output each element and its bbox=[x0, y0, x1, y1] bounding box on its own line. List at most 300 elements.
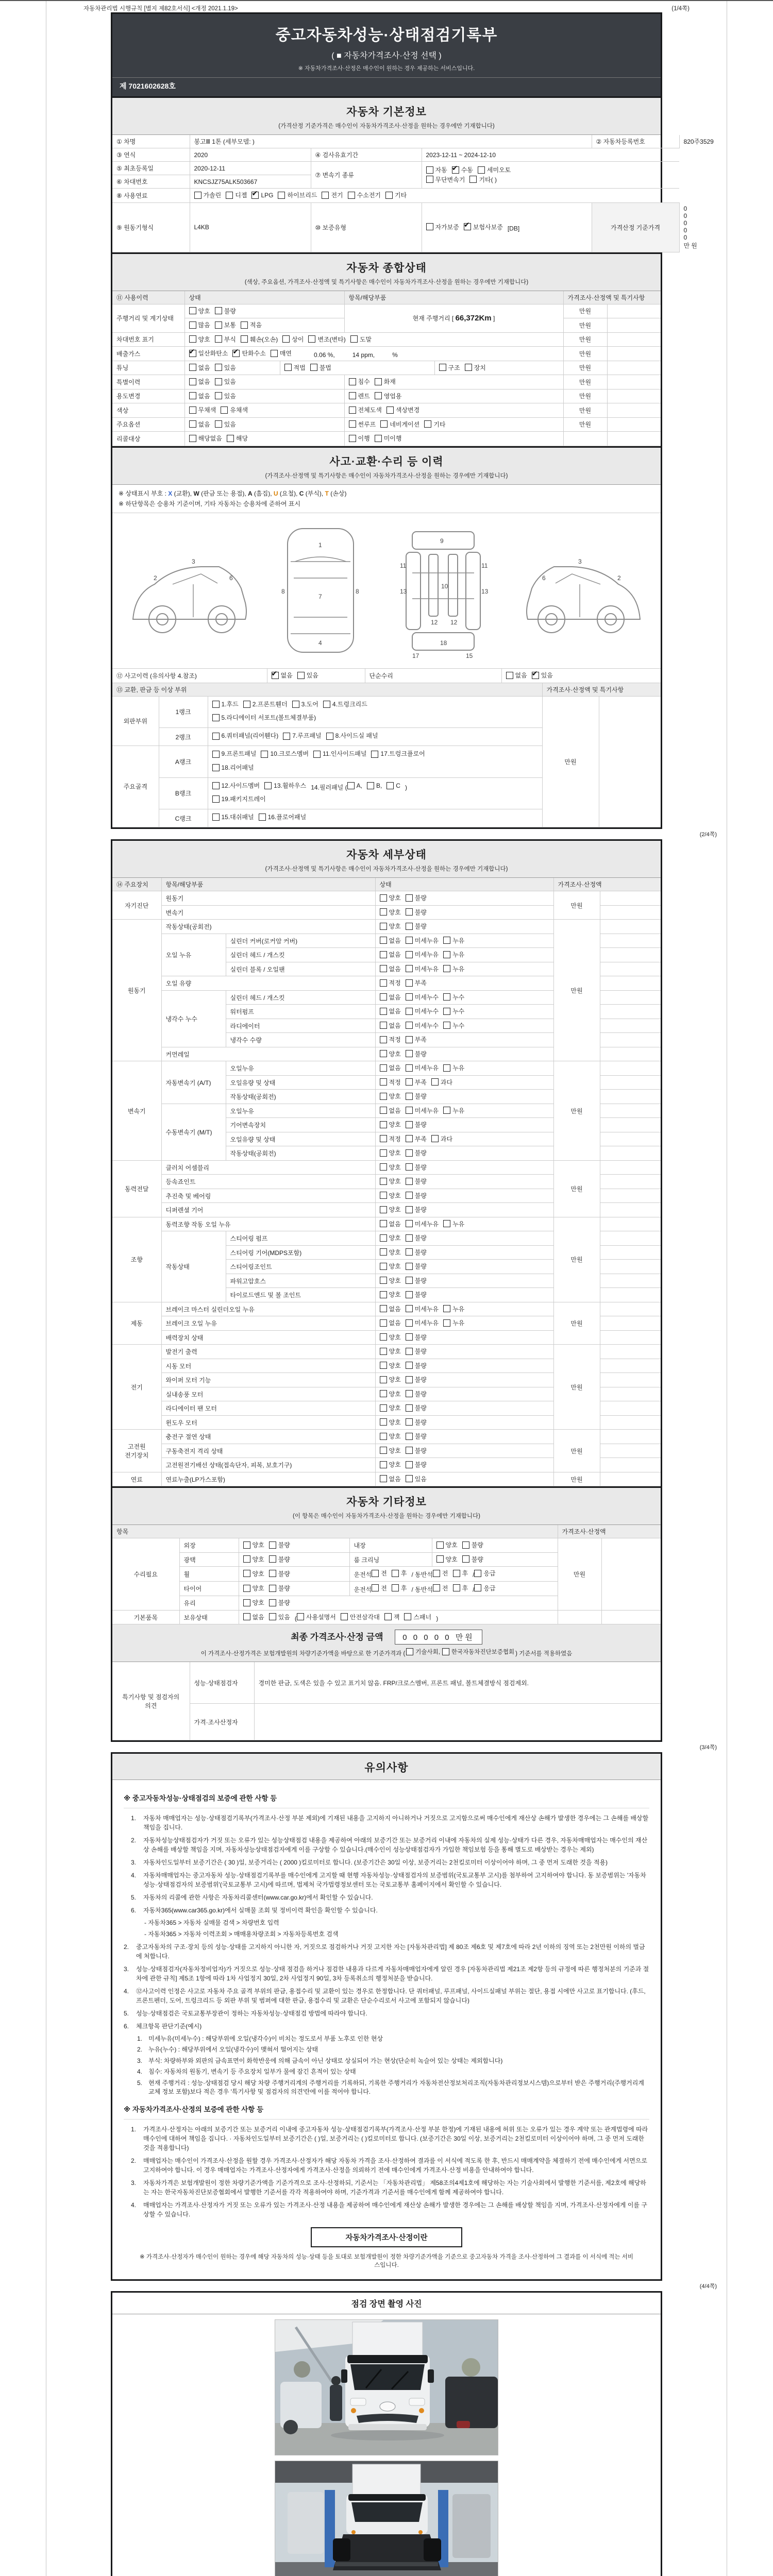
checkbox-unchecked bbox=[284, 363, 306, 372]
checkbox-label: 훼손(오손) bbox=[249, 335, 278, 343]
checkbox-icon bbox=[406, 1305, 413, 1312]
checkbox-checked bbox=[452, 165, 473, 174]
price-cell: 만원 bbox=[553, 891, 600, 920]
final-price-strip bbox=[112, 1624, 661, 1662]
remark-cell bbox=[600, 1387, 661, 1401]
checkbox-unchecked bbox=[426, 175, 465, 184]
glass-options bbox=[239, 1596, 558, 1611]
checkbox-label: 도말 bbox=[359, 335, 372, 343]
state-options bbox=[375, 1472, 553, 1486]
checkbox-unchecked bbox=[424, 420, 445, 429]
remark-cell bbox=[600, 1330, 661, 1345]
checkbox-icon bbox=[375, 378, 382, 385]
notice-item bbox=[131, 2125, 649, 2153]
checkbox-label: 미세누수 bbox=[414, 993, 439, 1001]
svg-text:10: 10 bbox=[441, 583, 448, 590]
checkbox-label: 미이행 bbox=[383, 435, 402, 442]
checkbox-unchecked bbox=[215, 420, 236, 429]
checkbox-label: 13.휠하우스 bbox=[274, 782, 307, 789]
checkbox-icon bbox=[243, 1555, 250, 1563]
checkbox-icon bbox=[278, 192, 285, 199]
checkbox-label: 3.도어 bbox=[301, 700, 318, 708]
checkbox-unchecked bbox=[189, 420, 210, 429]
checkbox-icon bbox=[443, 1022, 450, 1029]
device-name: 원동기 bbox=[112, 920, 161, 1061]
checkbox-unchecked bbox=[392, 1569, 407, 1578]
vin-mark-label: 차대번호 표기 bbox=[112, 332, 184, 347]
checkbox-label: 누유 bbox=[452, 1305, 465, 1313]
inspection-valid-label: ④ 검사유효기간 bbox=[311, 148, 422, 162]
note-segment: C bbox=[299, 489, 304, 497]
base-standard-note: ※ 하단항목은 승용차 기준이며, 기타 자동차는 승용차에 준하여 표시 bbox=[119, 500, 301, 507]
checkbox-icon bbox=[380, 1376, 387, 1383]
checkbox-unchecked bbox=[212, 730, 279, 742]
usage-change-options bbox=[184, 389, 344, 403]
checkbox-unchecked bbox=[380, 1148, 401, 1157]
checkbox-unchecked bbox=[406, 1233, 427, 1242]
checkbox-icon bbox=[380, 1178, 387, 1185]
rank-label: A랭크 bbox=[159, 746, 208, 777]
checkbox-unchecked bbox=[406, 1648, 440, 1656]
checkbox-label: 미세누유 bbox=[414, 1305, 439, 1313]
checkbox-icon bbox=[436, 1541, 444, 1549]
part-name: 시동 모터 bbox=[161, 1359, 375, 1373]
checkbox-label: 양호 bbox=[389, 894, 401, 902]
remark-cell bbox=[607, 304, 661, 318]
checkbox-icon bbox=[212, 751, 220, 758]
checkbox-icon bbox=[406, 1433, 413, 1440]
rank-row bbox=[112, 696, 661, 727]
svg-text:9: 9 bbox=[440, 537, 444, 545]
table-row bbox=[112, 1662, 661, 1704]
color-label: 색상 bbox=[112, 403, 184, 418]
checkbox-label: 불량 bbox=[278, 1585, 290, 1592]
checkbox-icon bbox=[406, 1149, 413, 1157]
checkbox-icon bbox=[380, 923, 387, 930]
main-option-kind bbox=[344, 417, 563, 432]
inline-text: / bbox=[473, 1571, 475, 1579]
checkbox-unchecked bbox=[269, 1555, 290, 1564]
state-options bbox=[375, 1245, 553, 1260]
checkbox-unchecked bbox=[406, 1219, 439, 1228]
checkbox-icon bbox=[380, 1149, 387, 1157]
remark-cell bbox=[600, 1005, 661, 1019]
checkbox-label: 미세누유 bbox=[414, 965, 439, 973]
checkbox-icon bbox=[283, 733, 290, 740]
checkbox-unchecked bbox=[282, 335, 304, 344]
car-damage-diagram bbox=[112, 513, 661, 669]
table-header-row bbox=[112, 291, 661, 304]
checkbox-label: 불법 bbox=[319, 364, 331, 371]
state-options bbox=[375, 934, 553, 948]
state-options bbox=[375, 1444, 553, 1458]
checkbox-unchecked bbox=[462, 1555, 483, 1564]
note-segment: (손상) bbox=[328, 489, 347, 497]
checkbox-icon bbox=[380, 1333, 387, 1341]
checkbox-label: 양호 bbox=[252, 1541, 264, 1549]
checkbox-icon bbox=[349, 435, 356, 442]
checkbox-icon bbox=[406, 1008, 413, 1015]
checkbox-icon bbox=[189, 435, 196, 442]
state-options bbox=[375, 1302, 553, 1316]
checkbox-unchecked bbox=[380, 1007, 401, 1015]
part-name: 실린더 커버(로커암 커버) bbox=[226, 934, 375, 948]
panel-options bbox=[208, 696, 542, 727]
notice-subheading-2: ※ 자동차가격조사·산정의 보증에 관한 사항 등 bbox=[124, 2104, 649, 2120]
checkbox-icon bbox=[380, 1319, 387, 1327]
checkbox-icon bbox=[269, 1613, 276, 1620]
special-history-label: 특별이력 bbox=[112, 375, 184, 389]
checkbox-icon bbox=[406, 894, 413, 902]
checkbox-unchecked bbox=[380, 893, 401, 902]
svg-text:4: 4 bbox=[318, 639, 322, 647]
device-name: 자기진단 bbox=[112, 891, 161, 920]
checkbox-unchecked bbox=[348, 191, 381, 199]
state-options bbox=[375, 891, 553, 906]
notice-item-number: 2. bbox=[131, 2157, 137, 2165]
document-note: ※ 자동차가격조사·산정은 매수인이 원하는 경우 제공하는 서비스입니다. bbox=[298, 65, 475, 72]
notice-item-number: 4. bbox=[124, 1988, 129, 1995]
checkbox-icon bbox=[452, 166, 459, 174]
checkbox-label: 없음 bbox=[198, 420, 210, 428]
svg-text:12: 12 bbox=[450, 619, 458, 626]
col-price: 가격조사·산정액 및 특기사항 bbox=[563, 291, 661, 304]
svg-text:12: 12 bbox=[431, 619, 438, 626]
checkbox-unchecked bbox=[380, 1177, 401, 1185]
price-cell: 만원 bbox=[553, 1302, 600, 1345]
part-name: 스티어링조인트 bbox=[226, 1260, 375, 1274]
state-options bbox=[375, 1387, 553, 1401]
checkbox-label: 해당없음 bbox=[198, 435, 222, 442]
checkbox-label: 18.리어패널 bbox=[221, 764, 254, 771]
checkbox-unchecked bbox=[212, 748, 257, 760]
checkbox-icon bbox=[453, 1584, 460, 1591]
price-cell: 만원 bbox=[558, 1538, 601, 1611]
checkbox-label: 양호 bbox=[389, 923, 401, 930]
checkbox-unchecked bbox=[297, 671, 318, 680]
warranty-type-label: ⑩ 보증유형 bbox=[311, 202, 422, 252]
part-name: 발전기 출력 bbox=[161, 1345, 375, 1359]
checkbox-unchecked bbox=[226, 191, 247, 199]
checkbox-unchecked bbox=[506, 671, 527, 680]
usage-change-label: 용도변경 bbox=[112, 389, 184, 403]
remark-cell bbox=[600, 976, 661, 991]
color-change-options bbox=[344, 403, 563, 418]
checkbox-label: B, bbox=[376, 782, 382, 789]
state-options bbox=[375, 1104, 553, 1118]
checkbox-icon bbox=[406, 1648, 413, 1655]
notice-list-general bbox=[124, 1942, 649, 2096]
overall-state-table bbox=[112, 291, 661, 446]
checkbox-icon bbox=[375, 435, 382, 442]
checkbox-label: 있음 bbox=[224, 392, 236, 400]
part-name: 오일누유 bbox=[226, 1104, 375, 1118]
svg-text:18: 18 bbox=[440, 639, 447, 647]
engine-type-value: L4KB bbox=[190, 202, 311, 252]
checkbox-unchecked bbox=[215, 363, 236, 372]
notice-item bbox=[131, 1906, 649, 1915]
part-name: 와이퍼 모터 기능 bbox=[161, 1373, 375, 1387]
detail-row bbox=[112, 1160, 661, 1175]
table-header-row bbox=[112, 1525, 661, 1538]
checkbox-unchecked bbox=[385, 191, 407, 199]
inline-text: / 동반석 bbox=[411, 1586, 433, 1594]
checkbox-label: 불량 bbox=[414, 1447, 427, 1454]
checkbox-unchecked bbox=[269, 1598, 290, 1607]
checkbox-unchecked bbox=[406, 1106, 439, 1115]
part-name: 오일유량 및 상태 bbox=[226, 1132, 375, 1146]
checkbox-label: 유채색 bbox=[230, 406, 248, 414]
checkbox-label: 불량 bbox=[414, 1418, 427, 1426]
checkbox-unchecked bbox=[406, 1460, 427, 1469]
svg-text:6: 6 bbox=[229, 574, 233, 582]
checkbox-label: 불량 bbox=[414, 1121, 427, 1129]
checkbox-label: 양호 bbox=[445, 1555, 458, 1563]
remark-cell bbox=[600, 1160, 661, 1175]
table-row bbox=[112, 669, 661, 683]
checkbox-icon bbox=[380, 1163, 387, 1171]
checkbox-unchecked bbox=[243, 1584, 264, 1592]
checkbox-label: 응급 bbox=[483, 1570, 496, 1578]
checkbox-label: 색상변경 bbox=[395, 406, 420, 414]
checkbox-label: 양호 bbox=[198, 335, 210, 343]
checkbox-label: 양호 bbox=[389, 1348, 401, 1355]
notice-item bbox=[131, 1858, 649, 1867]
table-row: ① 차명 봉고Ⅲ 1톤 (세부모델: ) ② 자동차등록번호 820주3529 bbox=[112, 135, 679, 148]
remark-cell bbox=[600, 1075, 661, 1090]
sub-group-label: 자동변속기 (A/T) bbox=[161, 1061, 226, 1104]
checkbox-label: 적법 bbox=[293, 364, 306, 371]
checkbox-unchecked bbox=[406, 908, 427, 917]
checkbox-unchecked bbox=[243, 1555, 264, 1564]
notice-item bbox=[131, 1814, 649, 1832]
checkbox-label: 전 bbox=[442, 1570, 448, 1578]
remark-cell bbox=[599, 696, 661, 827]
document-subtitle: ( ■ 자동차가격조사·산정 선택 ) bbox=[331, 52, 442, 60]
checkbox-label: 있음 bbox=[224, 378, 236, 385]
checkbox-icon bbox=[406, 1263, 413, 1270]
checkbox-unchecked bbox=[406, 1035, 427, 1044]
checkbox-unchecked bbox=[406, 1361, 427, 1370]
basic-kit-options bbox=[239, 1610, 558, 1624]
warranty-options bbox=[422, 202, 592, 252]
notice-item-text: 체크항목 판단기준(예시) bbox=[136, 2023, 202, 2030]
checkbox-unchecked bbox=[443, 936, 464, 945]
checkbox-label: 15.대쉬패널 bbox=[221, 814, 254, 821]
checkbox-label: 보통 bbox=[224, 321, 236, 329]
checkbox-unchecked bbox=[380, 1219, 401, 1228]
law-reference: 자동차관리법 시행규칙 [별지 제82호서식] <개정 2021.1.19> bbox=[83, 6, 238, 12]
checkbox-icon bbox=[221, 406, 228, 414]
checkbox-label: 해당 bbox=[236, 435, 248, 442]
remark-cell bbox=[607, 347, 661, 361]
part-name: 실린더 블록 / 오일팬 bbox=[226, 962, 375, 976]
detail-state-subtitle: (가격조사·산정액 및 특기사항은 매수인이 자동차가격조사·산정을 원하는 경우에만 기재합니다) bbox=[265, 866, 508, 873]
basic-info-table bbox=[112, 135, 714, 252]
checkbox-unchecked bbox=[380, 1078, 401, 1087]
checkbox-unchecked bbox=[406, 1290, 427, 1299]
checkbox-icon bbox=[380, 1461, 387, 1468]
checkbox-icon bbox=[406, 993, 413, 1001]
detail-row bbox=[112, 1472, 661, 1486]
state-options bbox=[375, 1217, 553, 1231]
checkbox-label: 10.크로스멤버 bbox=[270, 750, 309, 758]
checkbox-icon bbox=[215, 335, 222, 343]
checkbox-unchecked bbox=[406, 1446, 427, 1455]
checkbox-label: 사용설명서 bbox=[306, 1613, 336, 1621]
checkbox-icon bbox=[294, 1613, 304, 1622]
panel-option-line bbox=[212, 748, 538, 761]
checkbox-icon bbox=[380, 1064, 387, 1072]
checkbox-icon bbox=[392, 1570, 399, 1577]
checkbox-unchecked bbox=[271, 349, 292, 358]
notice-item bbox=[131, 1871, 649, 1889]
note-segment: (요철), bbox=[278, 489, 299, 497]
checkbox-unchecked bbox=[375, 434, 402, 443]
price-cell: 만원 bbox=[563, 347, 607, 361]
notice-sub-text: 침수: 자동차의 원동기, 변속기 등 주요장치 일부가 물에 잠긴 흔적이 있는 상태 bbox=[148, 2068, 356, 2076]
checkbox-icon bbox=[310, 364, 317, 371]
checkbox-unchecked bbox=[349, 420, 376, 429]
part-name: 브레이크 마스터 실린더오일 누유 bbox=[161, 1302, 375, 1316]
checkbox-icon bbox=[385, 192, 393, 199]
checkbox-label: 상이 bbox=[292, 335, 304, 343]
checkbox-icon bbox=[406, 1291, 413, 1298]
note-segment: X bbox=[168, 489, 173, 497]
checkbox-unchecked bbox=[189, 363, 210, 372]
remark-cell bbox=[600, 905, 661, 920]
checkbox-unchecked bbox=[380, 1063, 401, 1072]
note-segment: (흠집), bbox=[252, 489, 274, 497]
checkbox-icon bbox=[380, 1036, 387, 1043]
checkbox-label: 없음 bbox=[252, 1613, 264, 1621]
special-history-options bbox=[184, 375, 344, 389]
overall-state-subtitle: (색상, 주요옵션, 가격조사·산정액 및 특기사항은 매수인이 자동차가격조사·산정을 원하는 경우에만 기재합니다) bbox=[244, 279, 529, 285]
engine-type-label: ⑨ 원동기형식 bbox=[112, 202, 190, 252]
checkbox-unchecked bbox=[453, 1584, 468, 1592]
remark-cell bbox=[607, 318, 661, 333]
detail-row bbox=[112, 1430, 661, 1444]
checkbox-icon bbox=[406, 1036, 413, 1043]
checkbox-unchecked bbox=[406, 1403, 427, 1412]
device-name: 고전원 전기장치 bbox=[112, 1430, 161, 1472]
checkbox-icon bbox=[443, 1107, 450, 1114]
transmission-options-line2 bbox=[426, 175, 676, 185]
checkbox-icon bbox=[269, 1585, 276, 1592]
remark-cell bbox=[600, 1047, 661, 1061]
col-price: 가격조사·산정액 bbox=[553, 878, 661, 891]
checkbox-icon bbox=[532, 672, 539, 679]
checkbox-icon bbox=[269, 1555, 276, 1563]
checkbox-label: 스패너 bbox=[413, 1613, 432, 1621]
notice-item bbox=[124, 2009, 649, 2018]
interior-label: 내장 bbox=[349, 1538, 432, 1553]
checkbox-label: 미세누유 bbox=[414, 1064, 439, 1072]
checkbox-icon bbox=[406, 1178, 413, 1185]
checkbox-unchecked bbox=[269, 1584, 290, 1592]
remark-cell bbox=[601, 1610, 661, 1624]
state-options bbox=[375, 1401, 553, 1416]
notice-item-text: 성능·상태점검자(자동차정비업자)가 거짓으로 성능·상태 점검을 하거나 점검한 내용과 다르게 자동차매매업자에게 알린 경우 [자동차관리법 제21조 제2항 등의 규정에 따른 행정처분의 기준과 절차에 관한 규칙] 제5조 1항에 따라 1차 사업정지 30일, 2차 사업정지 90일, 3차 등록취소의 행정처분을 받습니다. bbox=[136, 1965, 649, 1982]
price-cell: 만원 bbox=[553, 1430, 600, 1472]
checkbox-unchecked bbox=[347, 780, 362, 792]
panel-option-line bbox=[212, 762, 538, 775]
checkbox-label: 전 bbox=[381, 1584, 387, 1592]
checkbox-label: 불량 bbox=[414, 1206, 427, 1214]
table-row bbox=[112, 1538, 661, 1553]
table-row bbox=[112, 148, 679, 162]
fuel-options bbox=[190, 189, 679, 203]
checkbox-unchecked bbox=[380, 950, 401, 959]
device-name: 제동 bbox=[112, 1302, 161, 1345]
checkbox-icon bbox=[272, 672, 279, 679]
checkbox-icon bbox=[215, 392, 222, 399]
svg-text:2: 2 bbox=[154, 574, 157, 582]
rank-label: B랭크 bbox=[159, 777, 208, 809]
checkbox-unchecked bbox=[406, 1120, 427, 1129]
checkbox-label: 6.쿼터패널(리어휀다) bbox=[221, 732, 279, 740]
state-options bbox=[375, 1033, 553, 1047]
checkbox-label: 후 bbox=[400, 1570, 407, 1578]
exterior-options bbox=[239, 1538, 349, 1553]
checkbox-unchecked bbox=[241, 335, 278, 344]
checkbox-unchecked bbox=[406, 978, 427, 987]
remark-cell bbox=[600, 948, 661, 962]
checkbox-icon bbox=[264, 782, 272, 789]
checkbox-icon bbox=[313, 751, 321, 758]
checkbox-unchecked bbox=[380, 1475, 401, 1483]
checkbox-icon bbox=[443, 1220, 450, 1227]
checkbox-icon bbox=[194, 192, 201, 199]
state-options bbox=[375, 976, 553, 991]
table-row bbox=[112, 332, 661, 347]
svg-text:13: 13 bbox=[481, 588, 489, 596]
state-options bbox=[375, 1175, 553, 1189]
detail-state-header bbox=[112, 841, 661, 878]
svg-text:3: 3 bbox=[192, 558, 195, 566]
tuning-legal-options bbox=[280, 361, 434, 375]
checkbox-icon bbox=[386, 406, 394, 414]
part-name: 연료누출(LP가스포함) bbox=[161, 1472, 375, 1486]
checkbox-label: LPG bbox=[261, 191, 274, 199]
remark-cell bbox=[600, 1132, 661, 1146]
checkbox-icon bbox=[380, 908, 387, 916]
part-name: 작동상태(공회전) bbox=[226, 1146, 375, 1161]
notice-item-text: 성능·상태점검은 국토교통부장관이 정하는 자동차성능·상태점검 방법에 따라야 합니다. bbox=[136, 2010, 367, 2018]
remark-cell bbox=[601, 1538, 661, 1611]
checkbox-label: 없음 bbox=[389, 1022, 401, 1029]
checkbox-label: 양호 bbox=[389, 1277, 401, 1284]
checkbox-icon bbox=[406, 923, 413, 930]
checkbox-label: 부족 bbox=[414, 979, 427, 987]
col-price: 가격조사·산정액 bbox=[558, 1525, 661, 1538]
notice-sub-text: 누유(누수) : 해당부위에서 오일(냉각수)이 맺혀서 떨어지는 상태 bbox=[148, 2046, 318, 2054]
notice-item-number: 3. bbox=[131, 2179, 137, 2187]
checkbox-label: 불량 bbox=[278, 1541, 290, 1549]
transmission-options-line1 bbox=[426, 165, 676, 175]
state-options bbox=[375, 1330, 553, 1345]
checkbox-label: 누유 bbox=[452, 1107, 465, 1114]
checkbox-label: 없음 bbox=[389, 937, 401, 944]
checkbox-unchecked bbox=[349, 377, 370, 386]
photos-title: 점검 장면 촬영 사진 bbox=[112, 2293, 661, 2314]
state-options bbox=[375, 1415, 553, 1430]
checkbox-icon bbox=[426, 223, 433, 230]
recall-target-options bbox=[184, 432, 344, 446]
table-row bbox=[112, 347, 661, 361]
checkbox-label: 있음 bbox=[278, 1613, 290, 1621]
checkbox-icon bbox=[380, 1192, 387, 1199]
